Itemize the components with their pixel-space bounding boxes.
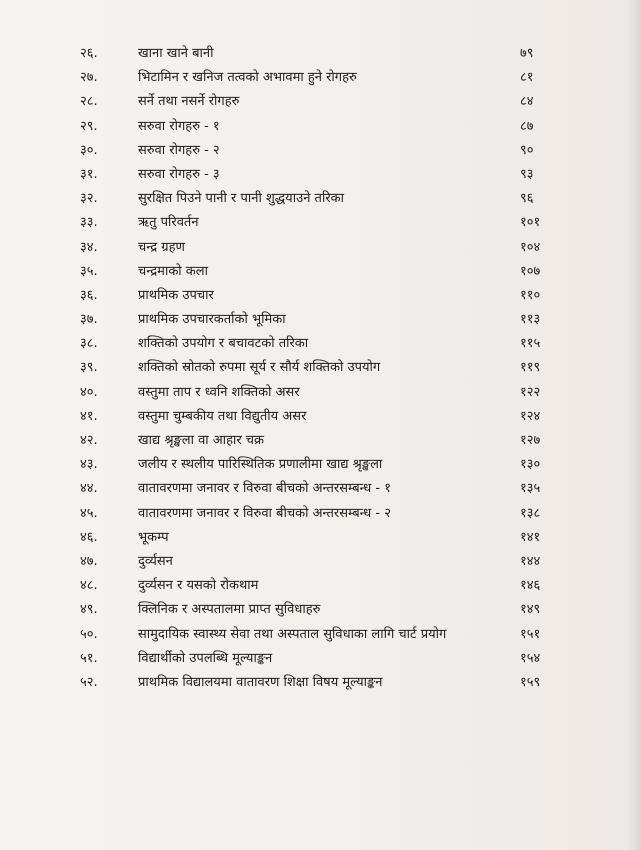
toc-entry-number: ३३. <box>80 215 98 231</box>
toc-entry-title: जलीय र स्थलीय पारिस्थितिक प्रणालीमा खाद्य श्रृङ्खला <box>138 457 383 473</box>
toc-entry-page: १०१ <box>520 215 541 231</box>
toc-entry-number: २७. <box>80 70 98 86</box>
toc-entry <box>0 137 641 161</box>
toc-entry <box>0 40 641 64</box>
toc-entry <box>0 451 641 475</box>
toc-entry <box>0 403 641 427</box>
toc-entry-number: ४३. <box>80 457 98 473</box>
toc-entry-number: ४०. <box>80 384 98 400</box>
toc-entry-title: शक्तिको स्रोतको रुपमा सूर्य र सौर्य शक्तिको उपयोग <box>138 360 381 376</box>
toc-entry-number: ५२. <box>80 674 98 690</box>
toc-entry <box>0 258 641 282</box>
toc-entry-number: ४२. <box>80 433 98 448</box>
toc-entry-number: २६. <box>80 46 98 61</box>
toc-entry <box>0 645 641 669</box>
toc-entry-number: ४७. <box>80 553 98 569</box>
toc-entry-title: वातावरणमा जनावर र विरुवा बीचको अन्तरसम्बन्ध - १ <box>138 481 391 497</box>
toc-entry-title: शक्तिको उपयोग र बचावटको तरिका <box>138 336 309 352</box>
toc-entry-title: प्राथमिक विद्यालयमा वातावरण शिक्षा विषय मूल्याङ्कन <box>138 674 383 690</box>
toc-entry-page: १५१ <box>520 626 541 642</box>
toc-entry-number: ३८. <box>80 336 98 352</box>
toc-entry <box>0 427 641 451</box>
toc-entry-page: ९० <box>520 142 534 158</box>
toc-entry <box>0 500 641 524</box>
toc-entry-title: विद्यार्थीको उपलब्धि मूल्याङ्कन <box>138 650 273 666</box>
toc-entry-page: १५४ <box>520 650 541 666</box>
toc-entry-page: ८४ <box>520 94 534 110</box>
toc-entry-title: सामुदायिक स्वास्थ्य सेवा तथा अस्पताल सुविधाका लागि चार्ट प्रयोग <box>138 626 447 642</box>
toc-entry-page: १२४ <box>520 408 541 424</box>
toc-entry-page: १४९ <box>520 602 541 618</box>
toc-entry-title: सरुवा रोगहरु - ३ <box>138 166 220 182</box>
toc-entry-page: ९६ <box>520 191 534 207</box>
toc-entry-title: खाद्य श्रृङ्खला वा आहार चक्र <box>138 433 265 448</box>
toc-entry-title: ऋतु परिवर्तन <box>138 215 199 231</box>
toc-entry-number: ३९. <box>80 360 98 376</box>
toc-entry-number: २८. <box>80 94 98 110</box>
toc-entry-number: ४८. <box>80 578 98 594</box>
toc-entry-title: चन्द्रमाको कला <box>138 263 208 279</box>
toc-entry-title: दुर्व्यसन र यसको रोकथाम <box>138 578 259 594</box>
toc-entry <box>0 354 641 378</box>
toc-entry-page: ८७ <box>520 118 534 134</box>
toc-entry-title: प्राथमिक उपचार <box>138 287 214 303</box>
toc-entry-number: ३२. <box>80 191 98 207</box>
toc-entry <box>0 161 641 185</box>
toc-entry-title: वस्तुमा चुम्बकीय तथा विद्युतीय असर <box>138 408 307 424</box>
toc-entry-page: १३८ <box>520 505 541 521</box>
toc-entry-page: १३० <box>520 457 541 473</box>
toc-entry-title: दुर्व्यसन <box>138 553 173 569</box>
toc-entry-number: ३४. <box>80 239 98 255</box>
toc-entry-title: क्लिनिक र अस्पतालमा प्राप्त सुविधाहरु <box>138 602 321 618</box>
toc-entry-page: ११९ <box>520 360 541 376</box>
toc-entry-number: ४६. <box>80 529 98 545</box>
toc-entry-page: ८१ <box>520 70 534 86</box>
toc-entry-title: भूकम्प <box>138 529 169 545</box>
toc-entry <box>0 306 641 330</box>
toc-entry <box>0 282 641 306</box>
toc-entry-title: चन्द्र ग्रहण <box>138 239 185 255</box>
toc-entry-page: १०४ <box>520 239 541 255</box>
toc-entry <box>0 64 641 88</box>
toc-entry-number: ५०. <box>80 626 98 642</box>
toc-entry-page: ११५ <box>520 336 541 352</box>
toc-entry-title: सरुवा रोगहरु - १ <box>138 118 220 134</box>
toc-entry-page: १०७ <box>520 263 541 279</box>
toc-entry-page: १२२ <box>520 384 541 400</box>
toc-entry <box>0 88 641 112</box>
toc-entry-number: ४५. <box>80 505 98 521</box>
toc-entry-page: ११३ <box>520 312 541 328</box>
toc-entry-title: वस्तुमा ताप र ध्वनि शक्तिको असर <box>138 384 300 400</box>
toc-entry-title: सर्ने तथा नसर्ने रोगहरु <box>138 94 240 110</box>
toc-entry-page: ११० <box>520 287 541 303</box>
toc-entry-page: १४१ <box>520 529 541 545</box>
table-of-contents <box>0 40 641 693</box>
toc-entry-page: ७९ <box>520 46 534 61</box>
toc-entry <box>0 330 641 354</box>
toc-entry-number: ३५. <box>80 263 98 279</box>
toc-entry-page: १४४ <box>520 553 541 569</box>
toc-entry-number: ४९. <box>80 602 98 618</box>
toc-entry <box>0 379 641 403</box>
toc-entry-number: २९. <box>80 118 98 134</box>
toc-entry-title: वातावरणमा जनावर र विरुवा बीचको अन्तरसम्बन्ध - २ <box>138 505 391 521</box>
toc-entry-page: १५९ <box>520 674 541 690</box>
toc-entry <box>0 596 641 620</box>
toc-entry <box>0 475 641 499</box>
toc-entry-page: १३५ <box>520 481 541 497</box>
toc-entry-title: प्राथमिक उपचारकर्ताको भूमिका <box>138 312 286 328</box>
toc-entry <box>0 185 641 209</box>
toc-entry-number: ३६. <box>80 287 98 303</box>
toc-entry-page: ९३ <box>520 166 534 182</box>
toc-entry <box>0 621 641 645</box>
toc-entry-page: १२७ <box>520 433 541 448</box>
toc-entry <box>0 234 641 258</box>
toc-entry-title: भिटामिन र खनिज तत्वको अभावमा हुने रोगहरु <box>138 70 357 86</box>
toc-entry-number: ३०. <box>80 142 98 158</box>
toc-entry <box>0 572 641 596</box>
toc-entry <box>0 524 641 548</box>
toc-entry-number: ३१. <box>80 166 98 182</box>
toc-entry <box>0 209 641 233</box>
toc-entry <box>0 548 641 572</box>
toc-entry-title: सरुवा रोगहरु - २ <box>138 142 220 158</box>
toc-entry-number: ४४. <box>80 481 98 497</box>
toc-entry-title: सुरक्षित पिउने पानी र पानी शुद्धयाउने तरिका <box>138 191 344 207</box>
toc-entry-number: ४१. <box>80 408 98 424</box>
toc-entry <box>0 113 641 137</box>
toc-entry-title: खाना खाने बानी <box>138 46 214 61</box>
toc-entry-page: १४६ <box>520 578 541 594</box>
toc-entry-number: ५१. <box>80 650 98 666</box>
toc-entry <box>0 669 641 693</box>
toc-entry-number: ३७. <box>80 312 98 328</box>
